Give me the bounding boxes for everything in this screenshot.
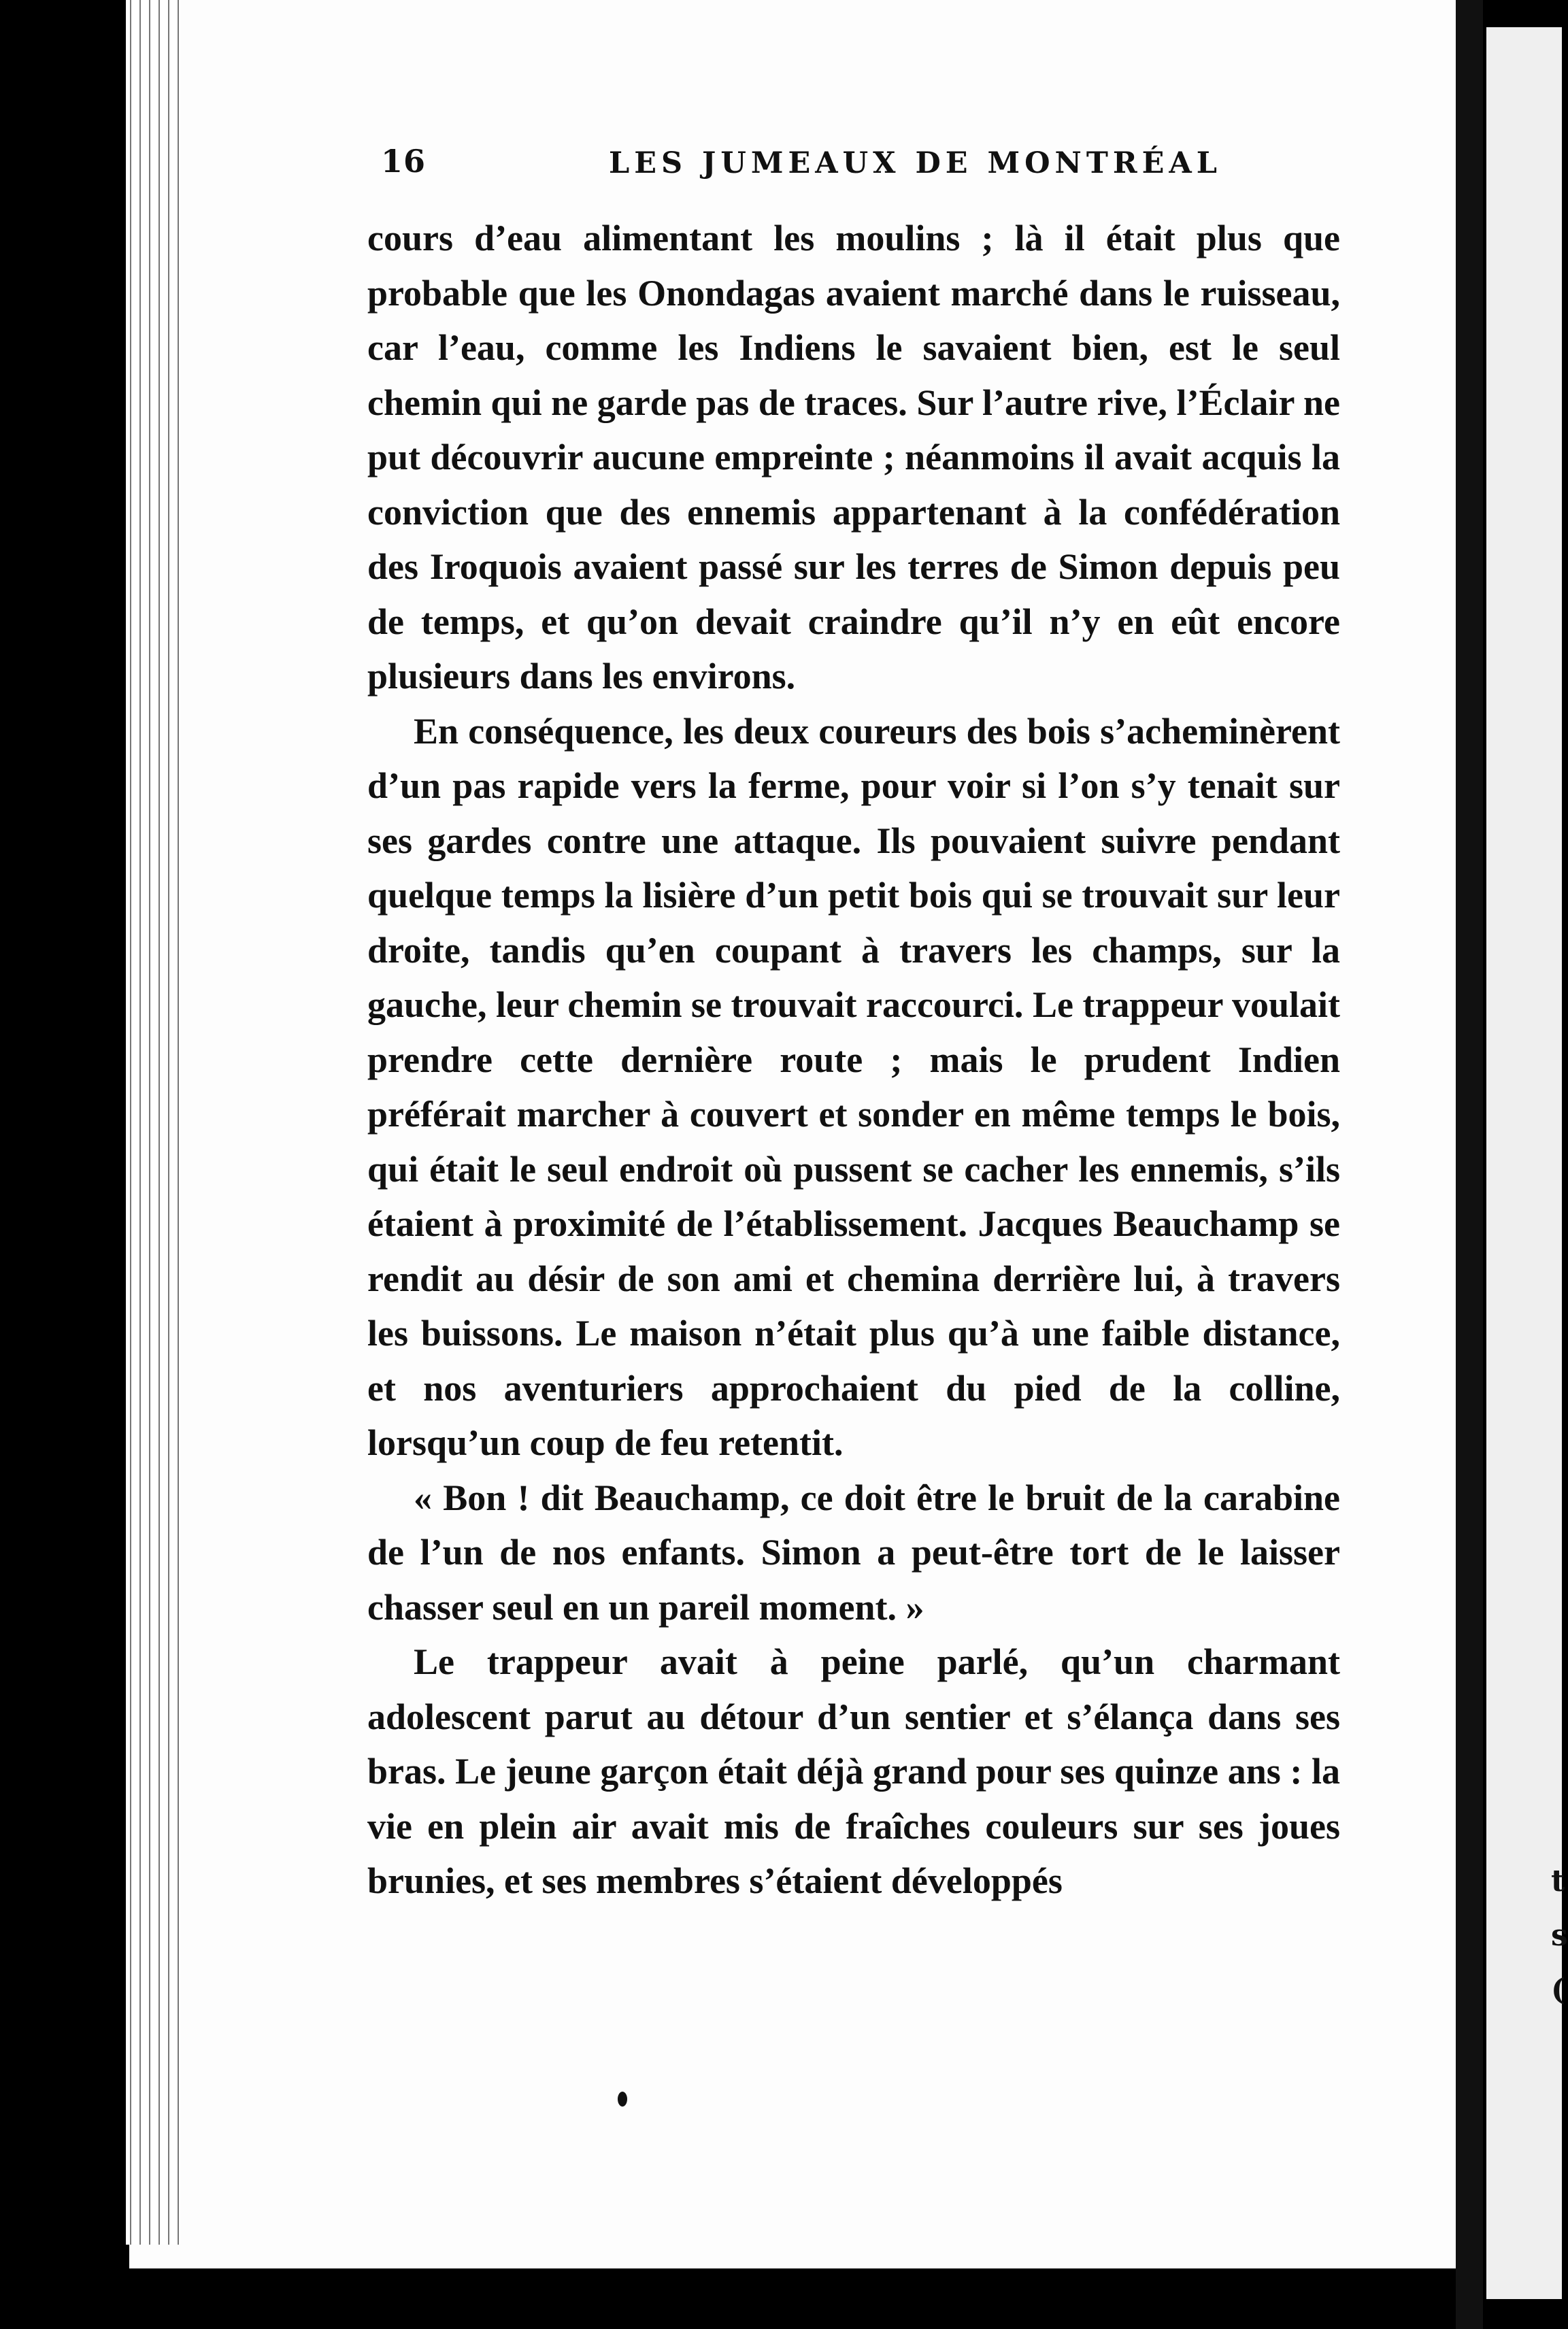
next-page-mark: t bbox=[1551, 1864, 1565, 1898]
ink-spot bbox=[618, 2092, 627, 2107]
next-page-mark: s bbox=[1551, 1918, 1568, 1953]
running-title: LES JUMEAUX DE MONTRÉAL bbox=[609, 146, 1222, 180]
next-page-edge bbox=[1486, 27, 1562, 2299]
paragraph: cours d’eau alimentant les moulins ; là il était plus que probable que les Onondagas avaient marché dans le ruisseau, car l’eau, comme les Indiens le savaient bien, est le seul chemin qui ne garde pas de traces. Sur l’autre rive, l’Éclair ne put découvrir aucune empreinte ; néanmoins il avait acquis la conviction que des ennemis appartenant à la confédération des Iroquois avaient passé sur les terres de Simon depuis peu de temps, et qu’on devait craindre qu’il n’y en eût encore plusieurs dans les environs. bbox=[367, 218, 1340, 697]
paragraph: En conséquence, les deux coureurs des bois s’acheminèrent d’un pas rapide vers la ferme, pour voir si l’on s’y tenait sur ses gardes contre une attaque. Ils pouvaient suivre pendant quelque temps la lisière d’un petit bois qui se trouvait sur leur droite, tandis qu’en coupant à travers les champs, sur la gauche, leur chemin se trouvait raccourci. Le trappeur voulait prendre cette dernière route ; mais le prudent Indien préférait marcher à couvert et sonder en même temps le bois, qui était le seul endroit où pussent se cacher les ennemis, s’ils étaient à proximité de l’établissement. Jacques Beauchamp se rendit au désir de son ami et chemina derrière lui, à travers les buissons. Le maison n’était plus qu’à une faible distance, et nos aventuriers approchaient du pied de la colline, lorsqu’un coup de feu retentit. bbox=[367, 710, 1340, 1463]
body-text bbox=[367, 211, 1340, 1909]
paragraph: Le trappeur avait à peine parlé, qu’un charmant adolescent parut au détour d’un sentier et s’élança dans ses bras. Le jeune garçon était déjà grand pour ses quinze ans : la vie en plein air avait mis de fraîches couleurs sur ses joues brunies, et ses membres s’étaient développés bbox=[367, 1641, 1340, 1901]
next-page-mark: ( bbox=[1551, 1973, 1565, 2007]
page-number: 16 bbox=[381, 143, 427, 180]
spine-shadow bbox=[1456, 0, 1483, 2329]
page-edges bbox=[126, 0, 180, 2245]
paragraph: « Bon ! dit Beauchamp, ce doit être le bruit de la carabine de l’un de nos enfants. Simon a peut-être tort de le laisser chasser seul en un pareil moment. » bbox=[367, 1477, 1340, 1628]
